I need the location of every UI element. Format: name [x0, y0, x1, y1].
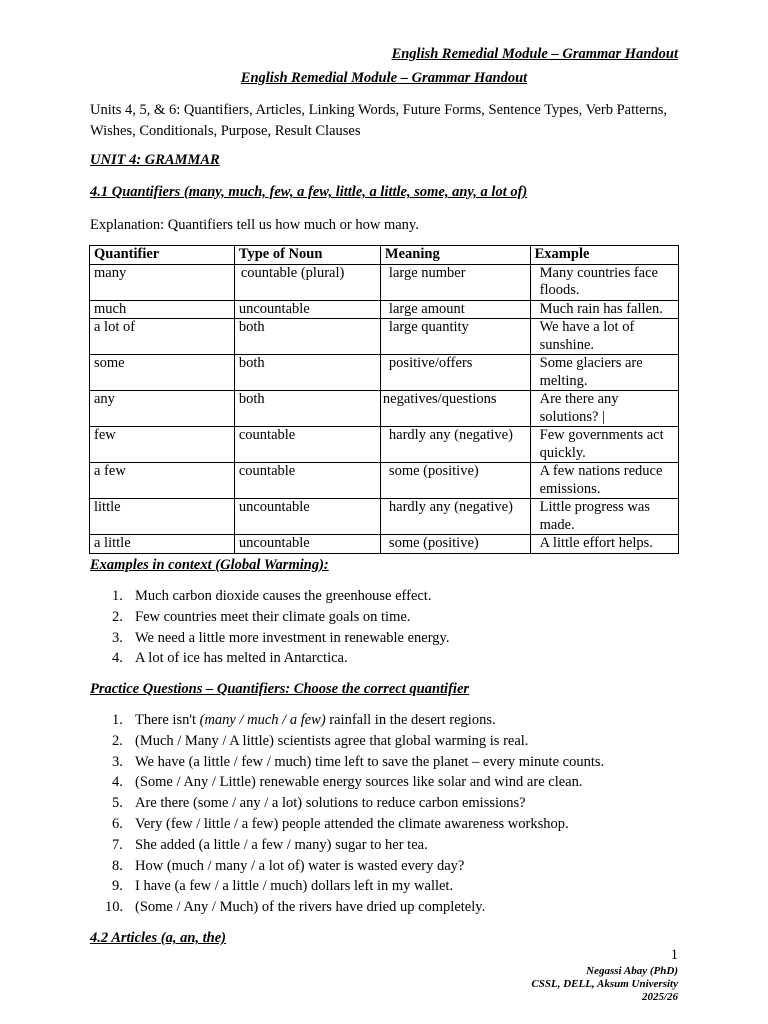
table-cell: both	[234, 319, 380, 355]
table-row	[90, 300, 679, 319]
practice-list	[90, 710, 730, 918]
table-row	[90, 463, 679, 499]
table-cell: large number	[380, 264, 530, 300]
table-cell: uncountable	[234, 499, 380, 535]
table-cell: little	[90, 499, 235, 535]
table-cell: both	[234, 391, 380, 427]
question-text-before: We have (a little / few / much) time left to save the planet – every minute counts.	[135, 753, 605, 770]
table-cell: uncountable	[234, 300, 380, 319]
table-cell: both	[234, 355, 380, 391]
question-text-before: I have (a few / a little / much) dollars left in my wallet.	[135, 878, 454, 895]
list-number: 6.	[112, 815, 123, 832]
examples-heading: Examples in context (Global Warming):	[90, 557, 329, 573]
table-cell: Little progress was made.	[530, 499, 678, 535]
column-header: Quantifier	[90, 246, 235, 265]
table-cell: countable (plural)	[234, 264, 380, 300]
list-number: 5.	[112, 795, 123, 812]
table-row	[90, 499, 679, 535]
practice-question	[90, 752, 730, 773]
column-header: Type of Noun	[234, 246, 380, 265]
list-item	[90, 607, 690, 628]
table-cell: some	[90, 355, 235, 391]
list-number: 7.	[112, 836, 123, 853]
list-item	[90, 648, 690, 669]
examples-list	[90, 586, 690, 669]
table-cell: countable	[234, 427, 380, 463]
list-item-text: Few countries meet their climate goals on time.	[135, 608, 411, 625]
table-cell: Many countries face floods.	[530, 264, 678, 300]
footer-author: Negassi Abay (PhD)	[586, 965, 678, 977]
practice-question	[90, 710, 730, 731]
list-number: 3.	[112, 629, 123, 646]
footer-department: CSSL, DELL, Aksum University	[531, 978, 678, 990]
practice-question	[90, 835, 730, 856]
list-number: 4.	[112, 774, 123, 791]
table-row	[90, 264, 679, 300]
list-item-text: Much carbon dioxide causes the greenhouse effect.	[135, 588, 432, 604]
table-row	[90, 355, 679, 391]
list-number: 4.	[112, 650, 123, 667]
table-cell: Some glaciers are melting.	[530, 355, 678, 391]
table-cell: Are there any solutions? |	[530, 391, 678, 427]
table-cell: a few	[90, 463, 235, 499]
practice-question	[90, 876, 730, 897]
table-cell: negatives/questions	[380, 391, 530, 427]
unit-heading: UNIT 4: GRAMMAR	[90, 152, 220, 168]
table-cell: many	[90, 264, 235, 300]
table-cell: countable	[234, 463, 380, 499]
list-item	[90, 628, 690, 649]
question-text-before: (Some / Any / Much) of the rivers have dried up completely.	[135, 899, 486, 916]
practice-question	[90, 731, 730, 752]
table-cell: Few governments act quickly.	[530, 427, 678, 463]
running-header: English Remedial Module – Grammar Handout	[391, 46, 678, 62]
table-row	[90, 391, 679, 427]
table-cell: much	[90, 300, 235, 319]
table-row	[90, 427, 679, 463]
explanation-text: Explanation: Quantifiers tell us how much or how many.	[90, 217, 419, 233]
list-number: 8.	[112, 857, 123, 874]
question-text-before: There isn't	[135, 712, 200, 728]
document-title: English Remedial Module – Grammar Handout	[240, 70, 528, 86]
question-text-before: (Much / Many / A little) scientists agree that global warming is real.	[135, 732, 529, 749]
table-cell: any	[90, 391, 235, 427]
list-number: 1.	[112, 588, 123, 604]
table-cell: A little effort helps.	[530, 535, 678, 554]
table-cell: hardly any (negative)	[380, 499, 530, 535]
intro-paragraph: Units 4, 5, & 6: Quantifiers, Articles, Linking Words, Future Forms, Sentence Types, Verb Patterns, Wishes, Conditionals, Purpose, Result Clauses	[90, 102, 667, 139]
quantifiers-table	[89, 245, 679, 554]
table-cell: positive/offers	[380, 355, 530, 391]
column-header: Example	[530, 246, 678, 265]
table-cell: few	[90, 427, 235, 463]
list-number: 3.	[112, 753, 123, 770]
practice-question	[90, 897, 730, 918]
list-item-text: We need a little more investment in renewable energy.	[135, 629, 450, 646]
table-cell: some (positive)	[380, 535, 530, 554]
table-cell: We have a lot of sunshine.	[530, 319, 678, 355]
table-cell: a little	[90, 535, 235, 554]
practice-question	[90, 793, 730, 814]
question-text-before: Are there (some / any / a lot) solutions to reduce carbon emissions?	[135, 795, 526, 812]
list-item	[90, 586, 690, 607]
practice-question	[90, 856, 730, 877]
list-number: 2.	[112, 732, 123, 749]
practice-heading: Practice Questions – Quantifiers: Choose the correct quantifier	[90, 681, 470, 697]
question-text-before: How (much / many / a lot of) water is wasted every day?	[135, 857, 465, 874]
question-text-before: (Some / Any / Little) renewable energy sources like solar and wind are clean.	[135, 774, 583, 791]
table-cell: A few nations reduce emissions.	[530, 463, 678, 499]
section-heading: 4.1 Quantifiers (many, much, few, a few, little, a little, some, any, a lot of)	[90, 184, 528, 200]
list-number: 9.	[112, 878, 123, 895]
question-text-before: Very (few / little / a few) people attended the climate awareness workshop.	[135, 815, 569, 832]
footer	[531, 965, 678, 1004]
table-cell: large amount	[380, 300, 530, 319]
table-cell: a lot of	[90, 319, 235, 355]
list-number: 1.	[112, 712, 123, 728]
next-section-heading: 4.2 Articles (a, an, the)	[90, 930, 227, 946]
table-row	[90, 535, 679, 554]
table-header-row	[90, 246, 679, 265]
list-number: 2.	[112, 608, 123, 625]
practice-question	[90, 814, 730, 835]
list-item-text: A lot of ice has melted in Antarctica.	[135, 650, 348, 667]
list-number: 10.	[105, 899, 124, 916]
question-text-before: She added (a little / a few / many) sugar to her tea.	[135, 836, 428, 853]
question-text-after: rainfall in the desert regions.	[325, 712, 496, 728]
table-row	[90, 319, 679, 355]
table-cell: Much rain has fallen.	[530, 300, 678, 319]
table-cell: hardly any (negative)	[380, 427, 530, 463]
question-text-italic: (many / much / a few)	[199, 712, 326, 728]
footer-year: 2025/26	[641, 991, 678, 1003]
column-header: Meaning	[380, 246, 530, 265]
table-cell: uncountable	[234, 535, 380, 554]
table-cell: some (positive)	[380, 463, 530, 499]
page-number: 1	[670, 947, 678, 963]
table-cell: large quantity	[380, 319, 530, 355]
practice-question	[90, 772, 730, 793]
